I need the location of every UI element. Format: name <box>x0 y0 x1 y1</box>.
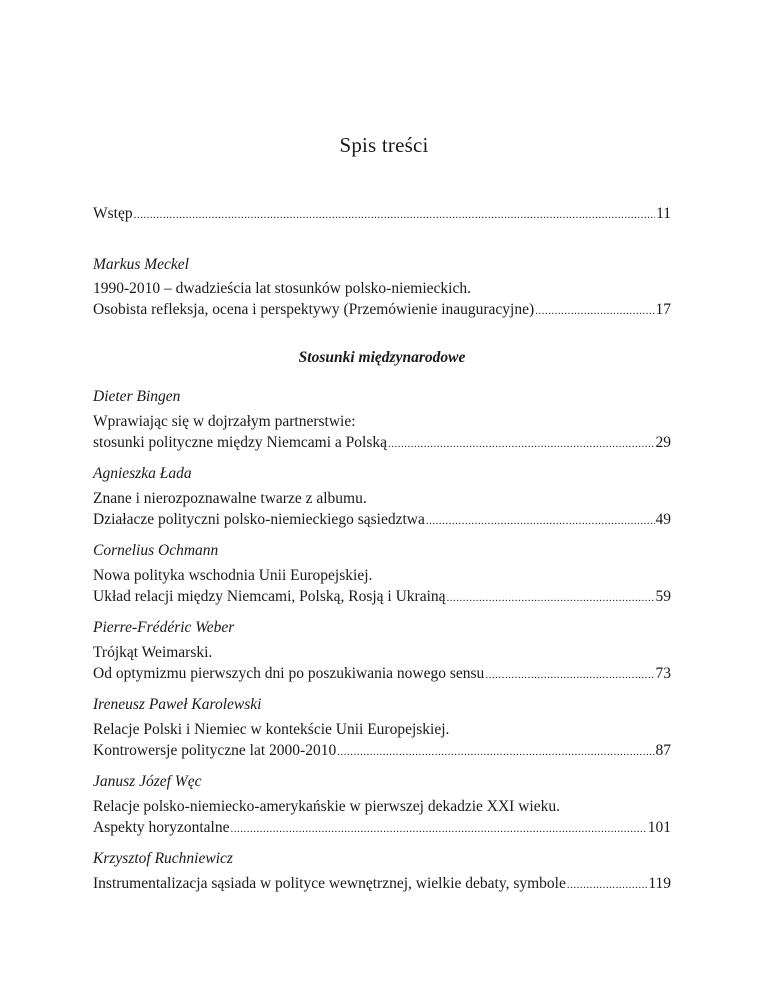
dot-leader <box>426 511 655 532</box>
page-number: 49 <box>655 511 671 528</box>
toc-entry <box>93 540 671 607</box>
entry-title-last-line <box>93 873 671 894</box>
toc-entry-opening <box>93 254 671 320</box>
entry-title-last-line <box>93 299 671 320</box>
toc-entries-list <box>93 386 671 894</box>
entry-title-line: Osobista refleksja, ocena i perspektywy (Przemówienie inauguracyjne) <box>93 301 535 318</box>
entry-title-line: Nowa polityka wschodnia Unii Europejskiej. <box>93 567 373 584</box>
entry-title-line: Relacje polsko-niemiecko-amerykańskie w pierwszej dekadzie XXI wieku. <box>93 798 560 815</box>
page-number: 29 <box>655 434 671 451</box>
author-name: Dieter Bingen <box>93 388 181 405</box>
toc-entry-intro <box>93 203 671 224</box>
toc-entry <box>93 694 671 761</box>
page-number: 17 <box>655 301 671 318</box>
toc-entry <box>93 386 671 453</box>
entry-title-line: Aspekty horyzontalne <box>93 819 230 836</box>
entry-title-line: Od optymizmu pierwszych dni po poszukiwania nowego sensu <box>93 665 485 682</box>
entry-title-line: Wprawiając się w dojrzałym partnerstwie: <box>93 413 356 430</box>
page-number: 11 <box>656 205 671 222</box>
entry-title-line: 1990-2010 – dwadzieścia lat stosunków polsko-niemieckich. <box>93 280 471 297</box>
entry-title-line: stosunki polityczne między Niemcami a Polską <box>93 434 388 451</box>
dot-leader <box>567 875 647 896</box>
page-number: 101 <box>647 819 671 836</box>
entry-title-last-line <box>93 740 671 761</box>
toc-entry <box>93 617 671 684</box>
entry-title-last-line <box>93 817 671 838</box>
dot-leader <box>230 819 646 840</box>
entry-title-line: Kontrowersje polityczne lat 2000-2010 <box>93 742 337 759</box>
author-name: Janusz Józef Węc <box>93 773 202 790</box>
dot-leader <box>134 205 655 226</box>
page-number: 119 <box>648 875 671 892</box>
entry-title-last-line <box>93 663 671 684</box>
dot-leader <box>485 665 654 686</box>
author-name: Pierre-Frédéric Weber <box>93 619 235 636</box>
author-name: Ireneusz Paweł Karolewski <box>93 696 262 713</box>
page-number: 73 <box>655 665 671 682</box>
dot-leader <box>388 434 654 455</box>
dot-leader <box>535 301 654 322</box>
entry-title-last-line <box>93 586 671 607</box>
dot-leader <box>337 742 654 763</box>
section-heading: Stosunki międzynarodowe <box>298 349 466 366</box>
table-of-contents <box>93 203 671 904</box>
entry-title-line: Instrumentalizacja sąsiada w polityce wewnętrznej, wielkie debaty, symbole <box>93 875 566 892</box>
dot-leader <box>447 588 655 609</box>
entry-title-line: Układ relacji między Niemcami, Polską, Rosją i Ukrainą <box>93 588 446 605</box>
entry-title-line: Działacze polityczni polsko-niemieckiego sąsiedztwa <box>93 511 425 528</box>
author-name: Agnieszka Łada <box>93 465 192 482</box>
entry-title-line: Trójkąt Weimarski. <box>93 644 213 661</box>
toc-entry <box>93 771 671 838</box>
entry-title-last-line <box>93 509 671 530</box>
toc-entry <box>93 463 671 530</box>
page-number: 59 <box>655 588 671 605</box>
page-number: 87 <box>655 742 671 759</box>
toc-entry-title: Wstęp <box>93 205 133 222</box>
author-name: Krzysztof Ruchniewicz <box>93 850 233 867</box>
entry-title-line: Znane i nierozpoznawalne twarze z albumu. <box>93 490 367 507</box>
entry-title-last-line <box>93 432 671 453</box>
page-title: Spis treści <box>339 133 429 157</box>
toc-entry <box>93 848 671 894</box>
author-name: Markus Meckel <box>93 256 189 273</box>
author-name: Cornelius Ochmann <box>93 542 219 559</box>
entry-title-line: Relacje Polski i Niemiec w kontekście Unii Europejskiej. <box>93 721 450 738</box>
